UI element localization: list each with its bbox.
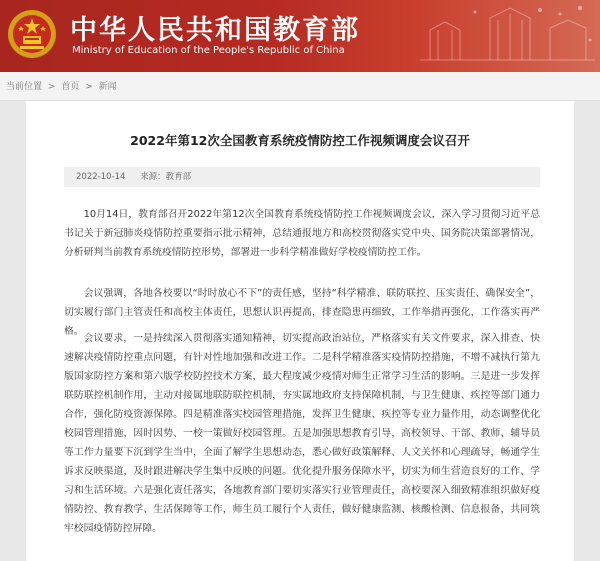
article-date: 2022-10-14 xyxy=(76,172,126,182)
site-subtitle: Ministry of Education of the People's Republic of China xyxy=(72,45,345,56)
breadcrumb-separator: > xyxy=(47,82,56,92)
breadcrumb-separator: > xyxy=(85,82,93,92)
article-paragraph: 会议强调，各地各校要以“时时放心不下”的责任感，坚持“科学精准、联防联控、压实责任、确保安全”，切实履行部门主管责任和高校主体责任，思想认识再提高，排查隐患再细致，工作举措再强化，工作落实再严格。 xyxy=(64,288,540,337)
national-emblem-icon[interactable] xyxy=(6,8,58,60)
building-decoration-icon xyxy=(390,0,600,72)
site-header xyxy=(0,0,600,72)
breadcrumb-label: 当前位置 xyxy=(6,82,43,92)
breadcrumb xyxy=(6,79,120,92)
article-meta xyxy=(64,167,540,187)
article-title: 2022年第12次全国教育系统疫情防控工作视频调度会议召开 xyxy=(130,133,470,148)
breadcrumb-news-link[interactable]: 新闻 xyxy=(98,82,117,92)
breadcrumb-bar xyxy=(0,72,600,101)
article-paragraph: 会议要求，一是持续深入贯彻落实通知精神，切实提高政治站位，严格落实有关文件要求，深入排查、快速解决疫情防控重点问题，有针对性地加强和改进工作。二是科学精准落实疫情防控措施，不增不减执行第九版国家防控方案和第六版学校防控技术方案，最大程度减少疫情对师生正常学习生活的影响。三是进一步发挥联防联控机制作用，主动对接属地联防联控机制，夯实属地政府支持保障机制，与卫生健康、疾控等部门通力合作，强化防疫资源保障。四是精准落实校园管理措施，发挥卫生健康、疾控等专业力量作用，动态调整优化校园管理措施，因时因势、一校一策做好校园管理。五是加强思想教育引导，高校领导、干部、教师、辅导员等工作力量要下沉到学生当中，全面了解学生思想动态，悉心做好政策解释、人文关怀和心理疏导，畅通学生诉求反映渠道，及时跟进解决学生集中反映的问题。优化提升服务保障水平，切实为师生营造良好的工作、学习和生活环境。六是强化责任落实，各地教育部门要切实落实行业管理责任，高校要深入细致精准组织做好疫情防控、教育教学、生活保障等工作，师生员工履行个人责任，做好健康监测、核酸检测、信息报备，共同筑牢校园疫情防控屏障。 xyxy=(64,333,540,534)
article-paragraph: 10月14日，教育部召开2022年第12次全国教育系统疫情防控工作视频调度会议，深入学习贯彻习近平总书记关于新冠肺炎疫情防控重要指示批示精神，总结通报地方和高校贯彻落实党中央、国务院决策部署情况，分析研判当前教育系统疫情防控形势，部署进一步科学精准做好学校疫情防控工作。 xyxy=(64,209,540,258)
article-card xyxy=(26,101,574,561)
site-title[interactable]: 中华人民共和国教育部 xyxy=(70,15,360,46)
article-source: 来源：教育部 xyxy=(140,172,192,182)
breadcrumb-home-link[interactable]: 首页 xyxy=(61,82,80,92)
